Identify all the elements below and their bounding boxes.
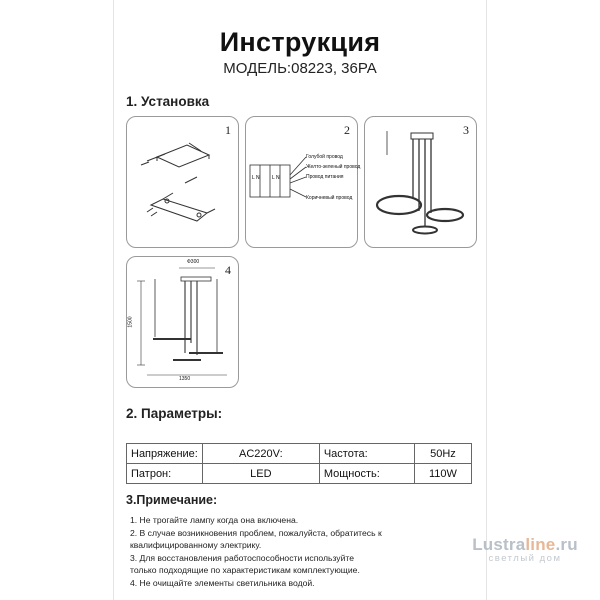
install-panel-3 xyxy=(364,116,477,248)
panel-number-1: 1 xyxy=(225,123,231,137)
install-panel-2 xyxy=(245,116,361,248)
assembled-lamp-drawing xyxy=(365,117,476,247)
power-label: Мощность: xyxy=(319,464,414,484)
brand-part: Lustra xyxy=(472,535,526,554)
mounting-bracket-drawing xyxy=(127,117,238,247)
socket-label: Патрон: xyxy=(127,464,203,484)
panel-number-3: 3 xyxy=(463,123,469,137)
wire-label-power: Провод питания xyxy=(306,174,344,180)
parameters-table xyxy=(126,443,472,484)
dimension-width: 1350 xyxy=(179,376,191,382)
socket-value: LED xyxy=(202,464,319,484)
voltage-label: Напряжение: xyxy=(127,444,203,464)
notes-heading: 3.Примечание: xyxy=(126,493,218,507)
table-row xyxy=(127,444,472,464)
model-number: МОДЕЛЬ:08223, 36PA xyxy=(223,60,377,77)
note-line: 4. Не очищайте элементы светильника водой. xyxy=(130,577,315,588)
dimension-diameter: Ф300 xyxy=(187,259,200,265)
wiring-diagram-drawing xyxy=(246,117,357,247)
frequency-value: 50Hz xyxy=(414,444,471,464)
svg-text:L N: L N xyxy=(252,175,260,181)
watermark-brand xyxy=(461,535,589,555)
wire-label-brown: Коричневый провод xyxy=(306,195,353,201)
panel-number-4: 4 xyxy=(225,263,231,277)
power-value: 110W xyxy=(414,464,471,484)
watermark-tagline: светлый дом xyxy=(488,553,562,564)
wire-label-yellow-green: Желто-зеленый провод xyxy=(306,164,361,170)
note-line: 3. Для восстановления работоспособности используйте xyxy=(130,552,355,563)
brand-accent: line xyxy=(525,535,556,554)
table-row xyxy=(127,464,472,484)
svg-text:L N: L N xyxy=(272,175,280,181)
install-panel-4 xyxy=(126,256,239,388)
install-panel-1 xyxy=(126,116,239,248)
note-line: квалифицированному электрику. xyxy=(130,540,262,550)
voltage-value: AC220V: xyxy=(202,444,319,464)
note-line: 1. Не трогайте лампу когда она включена. xyxy=(130,515,299,525)
installation-heading: 1. Установка xyxy=(126,94,210,109)
dimensions-drawing xyxy=(127,257,238,387)
note-line: 2. В случае возникновения проблем, пожалуйста, обратитесь к xyxy=(130,527,382,538)
note-line: только подходящие по характеристикам комплектующие. xyxy=(130,565,360,575)
document-title: Инструкция xyxy=(219,27,381,57)
parameters-heading: 2. Параметры: xyxy=(126,406,223,421)
brand-domain: .ru xyxy=(555,535,578,554)
wire-label-blue: Голубой провод xyxy=(306,154,343,160)
instruction-sheet xyxy=(113,0,487,600)
notes-list xyxy=(130,514,475,589)
dimension-height: 1500 xyxy=(127,316,134,328)
watermark-logo xyxy=(461,535,589,564)
panel-number-2: 2 xyxy=(344,123,350,137)
frequency-label: Частота: xyxy=(319,444,414,464)
